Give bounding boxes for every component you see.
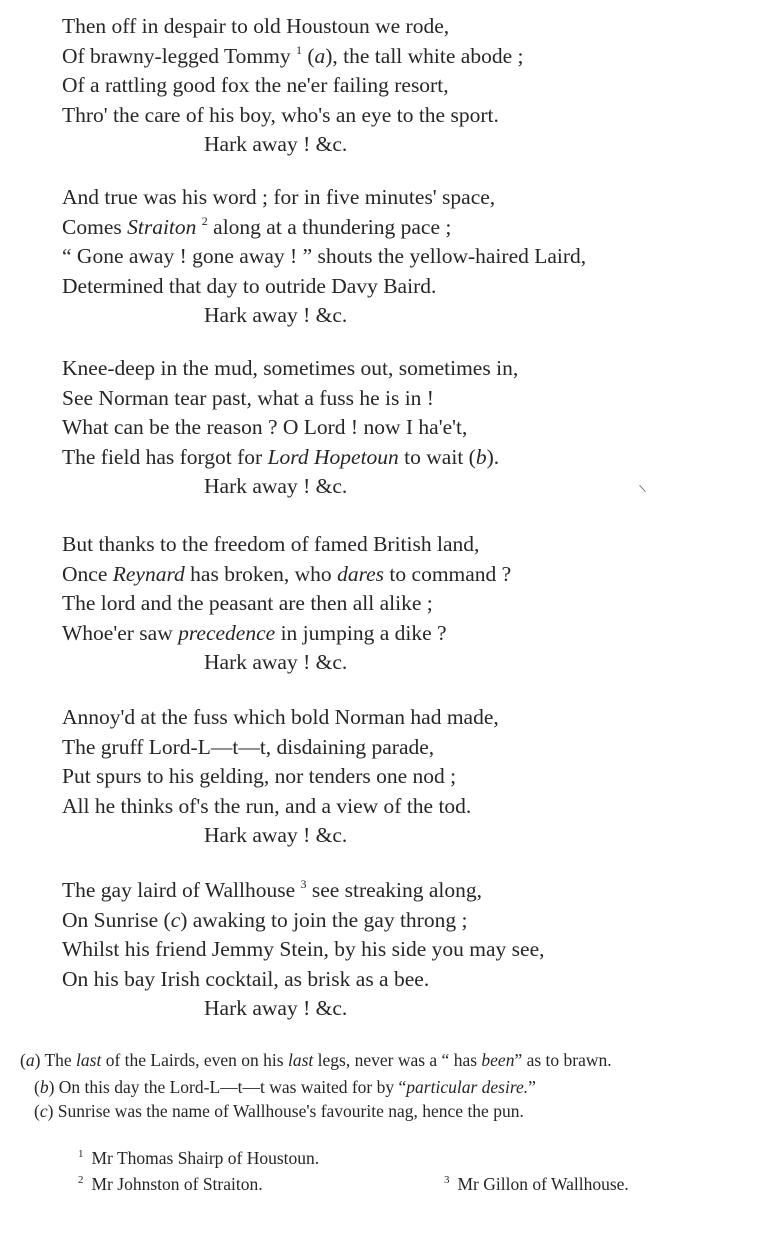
text-run: ) awaking to join the gay throng ; — [180, 907, 468, 932]
footnote-reference: 1 — [295, 42, 302, 57]
verse-line: But thanks to the freedom of famed British land, — [62, 532, 480, 556]
footnote-reference: 2 — [201, 213, 208, 228]
text-run: ). — [486, 444, 500, 469]
verse-line: Knee-deep in the mud, sometimes out, sometimes in, — [62, 356, 519, 380]
stanza — [62, 703, 752, 851]
italic-text: Lord Hopetoun — [267, 444, 399, 469]
footnote-3 — [444, 1172, 629, 1197]
text-run: ” as to brawn. — [514, 1050, 612, 1070]
text-run: ( — [34, 1101, 40, 1121]
text-run: Once — [62, 561, 113, 586]
text-run: Whoe'er saw — [62, 620, 179, 645]
verse-line — [62, 560, 752, 590]
note-a — [20, 1048, 755, 1073]
verse-line — [62, 42, 752, 72]
footnote-text: Mr Thomas Shairp of Houstoun. — [91, 1148, 320, 1168]
text-run: ” — [528, 1076, 536, 1097]
text-run: ) Sunrise was the name of Wallhouse's favourite nag, hence the pun. — [47, 1101, 524, 1121]
stanza — [62, 183, 752, 331]
italic-text: last — [76, 1050, 102, 1070]
italic-text: Reynard — [112, 561, 185, 586]
italic-text: a — [25, 1050, 35, 1070]
refrain-line: Hark away ! &c. — [204, 474, 348, 498]
stanza — [62, 12, 752, 160]
text-run: ) The — [34, 1050, 77, 1070]
verse-line: Whilst his friend Jemmy Stein, by his side you may see, — [62, 937, 545, 961]
italic-text: a — [314, 43, 326, 68]
note-c — [20, 1099, 755, 1124]
verse-line: The lord and the peasant are then all alike ; — [62, 591, 433, 615]
verse-line: Thro' the care of his boy, who's an eye to the sport. — [62, 102, 499, 127]
verse-line — [62, 443, 752, 473]
verse-line: The gruff Lord-L—t—t, disdaining parade, — [62, 734, 435, 759]
verse-line: See Norman tear past, what a fuss he is in ! — [62, 385, 434, 410]
text-run: The gay laird of Wallhouse — [62, 878, 301, 902]
verse-line: “ Gone away ! gone away ! ” shouts the yellow-haired Laird, — [62, 244, 587, 268]
footnote-text: Mr Johnston of Straiton. — [91, 1174, 263, 1194]
refrain-line: Hark away ! &c. — [204, 996, 348, 1020]
text-run: ( — [301, 43, 315, 68]
verse-line — [62, 906, 752, 936]
text-run: along at a thundering pace ; — [207, 214, 452, 239]
text-run: see streaking along, — [306, 878, 483, 902]
italic-text: particular desire. — [406, 1076, 529, 1097]
footnote-reference: 3 — [300, 877, 307, 891]
italic-text: c — [170, 907, 181, 932]
editorial-notes — [20, 1048, 755, 1124]
stanza — [62, 354, 752, 502]
text-run: ( — [20, 1050, 26, 1070]
text-run: Comes — [62, 214, 128, 239]
stanza — [62, 876, 752, 1024]
text-run: ), the tall white abode ; — [325, 43, 524, 68]
text-run: to command ? — [384, 561, 512, 586]
refrain-line: Hark away ! &c. — [204, 303, 348, 327]
text-run: The field has forgot for — [62, 444, 268, 469]
verse-line: Put spurs to his gelding, nor tenders one nod ; — [62, 764, 457, 788]
italic-text: precedence — [178, 620, 276, 645]
verse-line: Of a rattling good fox the ne'er failing resort, — [62, 73, 449, 97]
italic-text: last — [287, 1050, 314, 1070]
text-run: ) On this day the Lord-L—t—t was waited for by “ — [48, 1076, 407, 1097]
italic-text: c — [39, 1101, 48, 1121]
verse-line: What can be the reason ? O Lord ! now I ha'e't, — [62, 415, 468, 439]
verse-line — [62, 876, 752, 906]
italic-text: dares — [337, 561, 385, 586]
verse-line — [62, 213, 752, 243]
footnote-1 — [78, 1146, 319, 1171]
verse-line — [62, 619, 752, 649]
footnote-mark: 3 — [444, 1174, 450, 1186]
text-run: of the Lairds, even on his — [101, 1050, 288, 1070]
verse-line: And true was his word ; for in five minutes' space, — [62, 185, 496, 209]
note-b — [20, 1075, 755, 1100]
refrain-line: Hark away ! &c. — [204, 650, 348, 674]
footnote-text: Mr Gillon of Wallhouse. — [457, 1174, 629, 1194]
refrain-line: Hark away ! &c. — [204, 132, 348, 156]
text-run: in jumping a dike ? — [275, 620, 447, 645]
text-run: has broken, who — [184, 561, 338, 586]
text-run: legs, never was a “ has — [313, 1050, 482, 1070]
verse-line: All he thinks of's the run, and a view of the tod. — [62, 793, 472, 818]
verse-line: Then off in despair to old Houstoun we rode, — [62, 14, 450, 38]
italic-text: b — [39, 1076, 49, 1097]
footnote-2 — [78, 1172, 263, 1197]
verse-line: Annoy'd at the fuss which bold Norman had made, — [62, 705, 499, 729]
verse-line: Determined that day to outride Davy Baird. — [62, 273, 437, 298]
text-run: On Sunrise ( — [62, 907, 171, 932]
verse-line: On his bay Irish cocktail, as brisk as a bee. — [62, 966, 430, 991]
italic-text: b — [475, 444, 487, 469]
footnote-mark: 1 — [78, 1148, 84, 1160]
text-run: ( — [34, 1076, 40, 1097]
italic-text: Straiton — [127, 214, 197, 239]
footnote-mark: 2 — [78, 1174, 84, 1186]
text-run: to wait ( — [398, 444, 476, 469]
refrain-line: Hark away ! &c. — [204, 823, 348, 847]
text-run: Of brawny-legged Tommy — [62, 43, 296, 68]
italic-text: been — [481, 1050, 515, 1070]
stanza — [62, 530, 752, 678]
